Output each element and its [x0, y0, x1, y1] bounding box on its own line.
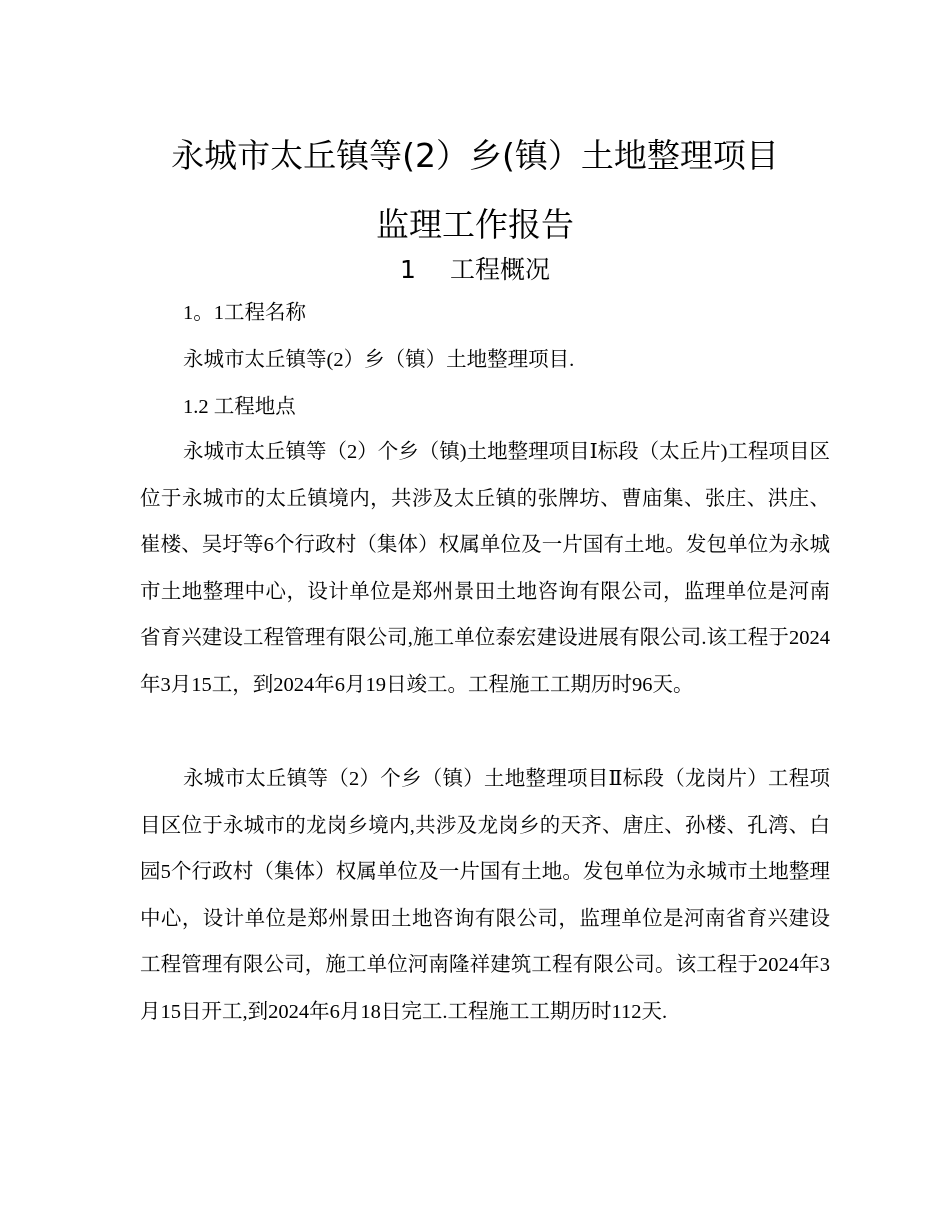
subsection-heading-project-name: 1。1工程名称	[183, 302, 306, 324]
project-name-text: 永城市太丘镇等(2）乡（镇）土地整理项目.	[183, 349, 575, 371]
paragraph-section-1: 永城市太丘镇等（2）个乡（镇)土地整理项目Ⅰ标段（太丘片)工程项目区位于永城市的太丘镇境内，共涉及太丘镇的张牌坊、曹庙集、张庄、洪庄、崔楼、吴圩等6个行政村（集体）权属单位及一片国有土地。发包单位为永城市土地整理中心，设计单位是郑州景田土地咨询有限公司，监理单位是河南省育兴建设工程管理有限公司,施工单位泰宏建设进展有限公司.该工程于2024年3月15工，到2024年6月19日竣工。工程施工工期历时96天。	[140, 441, 830, 696]
section-heading	[0, 254, 950, 286]
document-title-line-1: 永城市太丘镇等(2）乡(镇）土地整理项目	[171, 136, 779, 175]
section-number: 1	[400, 255, 416, 284]
subsection-heading-project-location: 1.2 工程地点	[183, 396, 296, 418]
paragraph-section-2: 永城市太丘镇等（2）个乡（镇）土地整理项目Ⅱ标段（龙岗片）工程项目区位于永城市的龙岗乡境内,共涉及龙岗乡的天齐、唐庄、孙楼、孔湾、白园5个行政村（集体）权属单位及一片国有土地。发包单位为永城市土地整理中心，设计单位是郑州景田土地咨询有限公司，监理单位是河南省育兴建设工程管理有限公司，施工单位河南隆祥建筑工程有限公司。该工程于2024年3月15日开工,到2024年6月18日完工.工程施工工期历时112天.	[140, 768, 830, 1023]
document-title-line-2: 监理工作报告	[376, 205, 574, 244]
section-title: 工程概况	[449, 255, 550, 284]
